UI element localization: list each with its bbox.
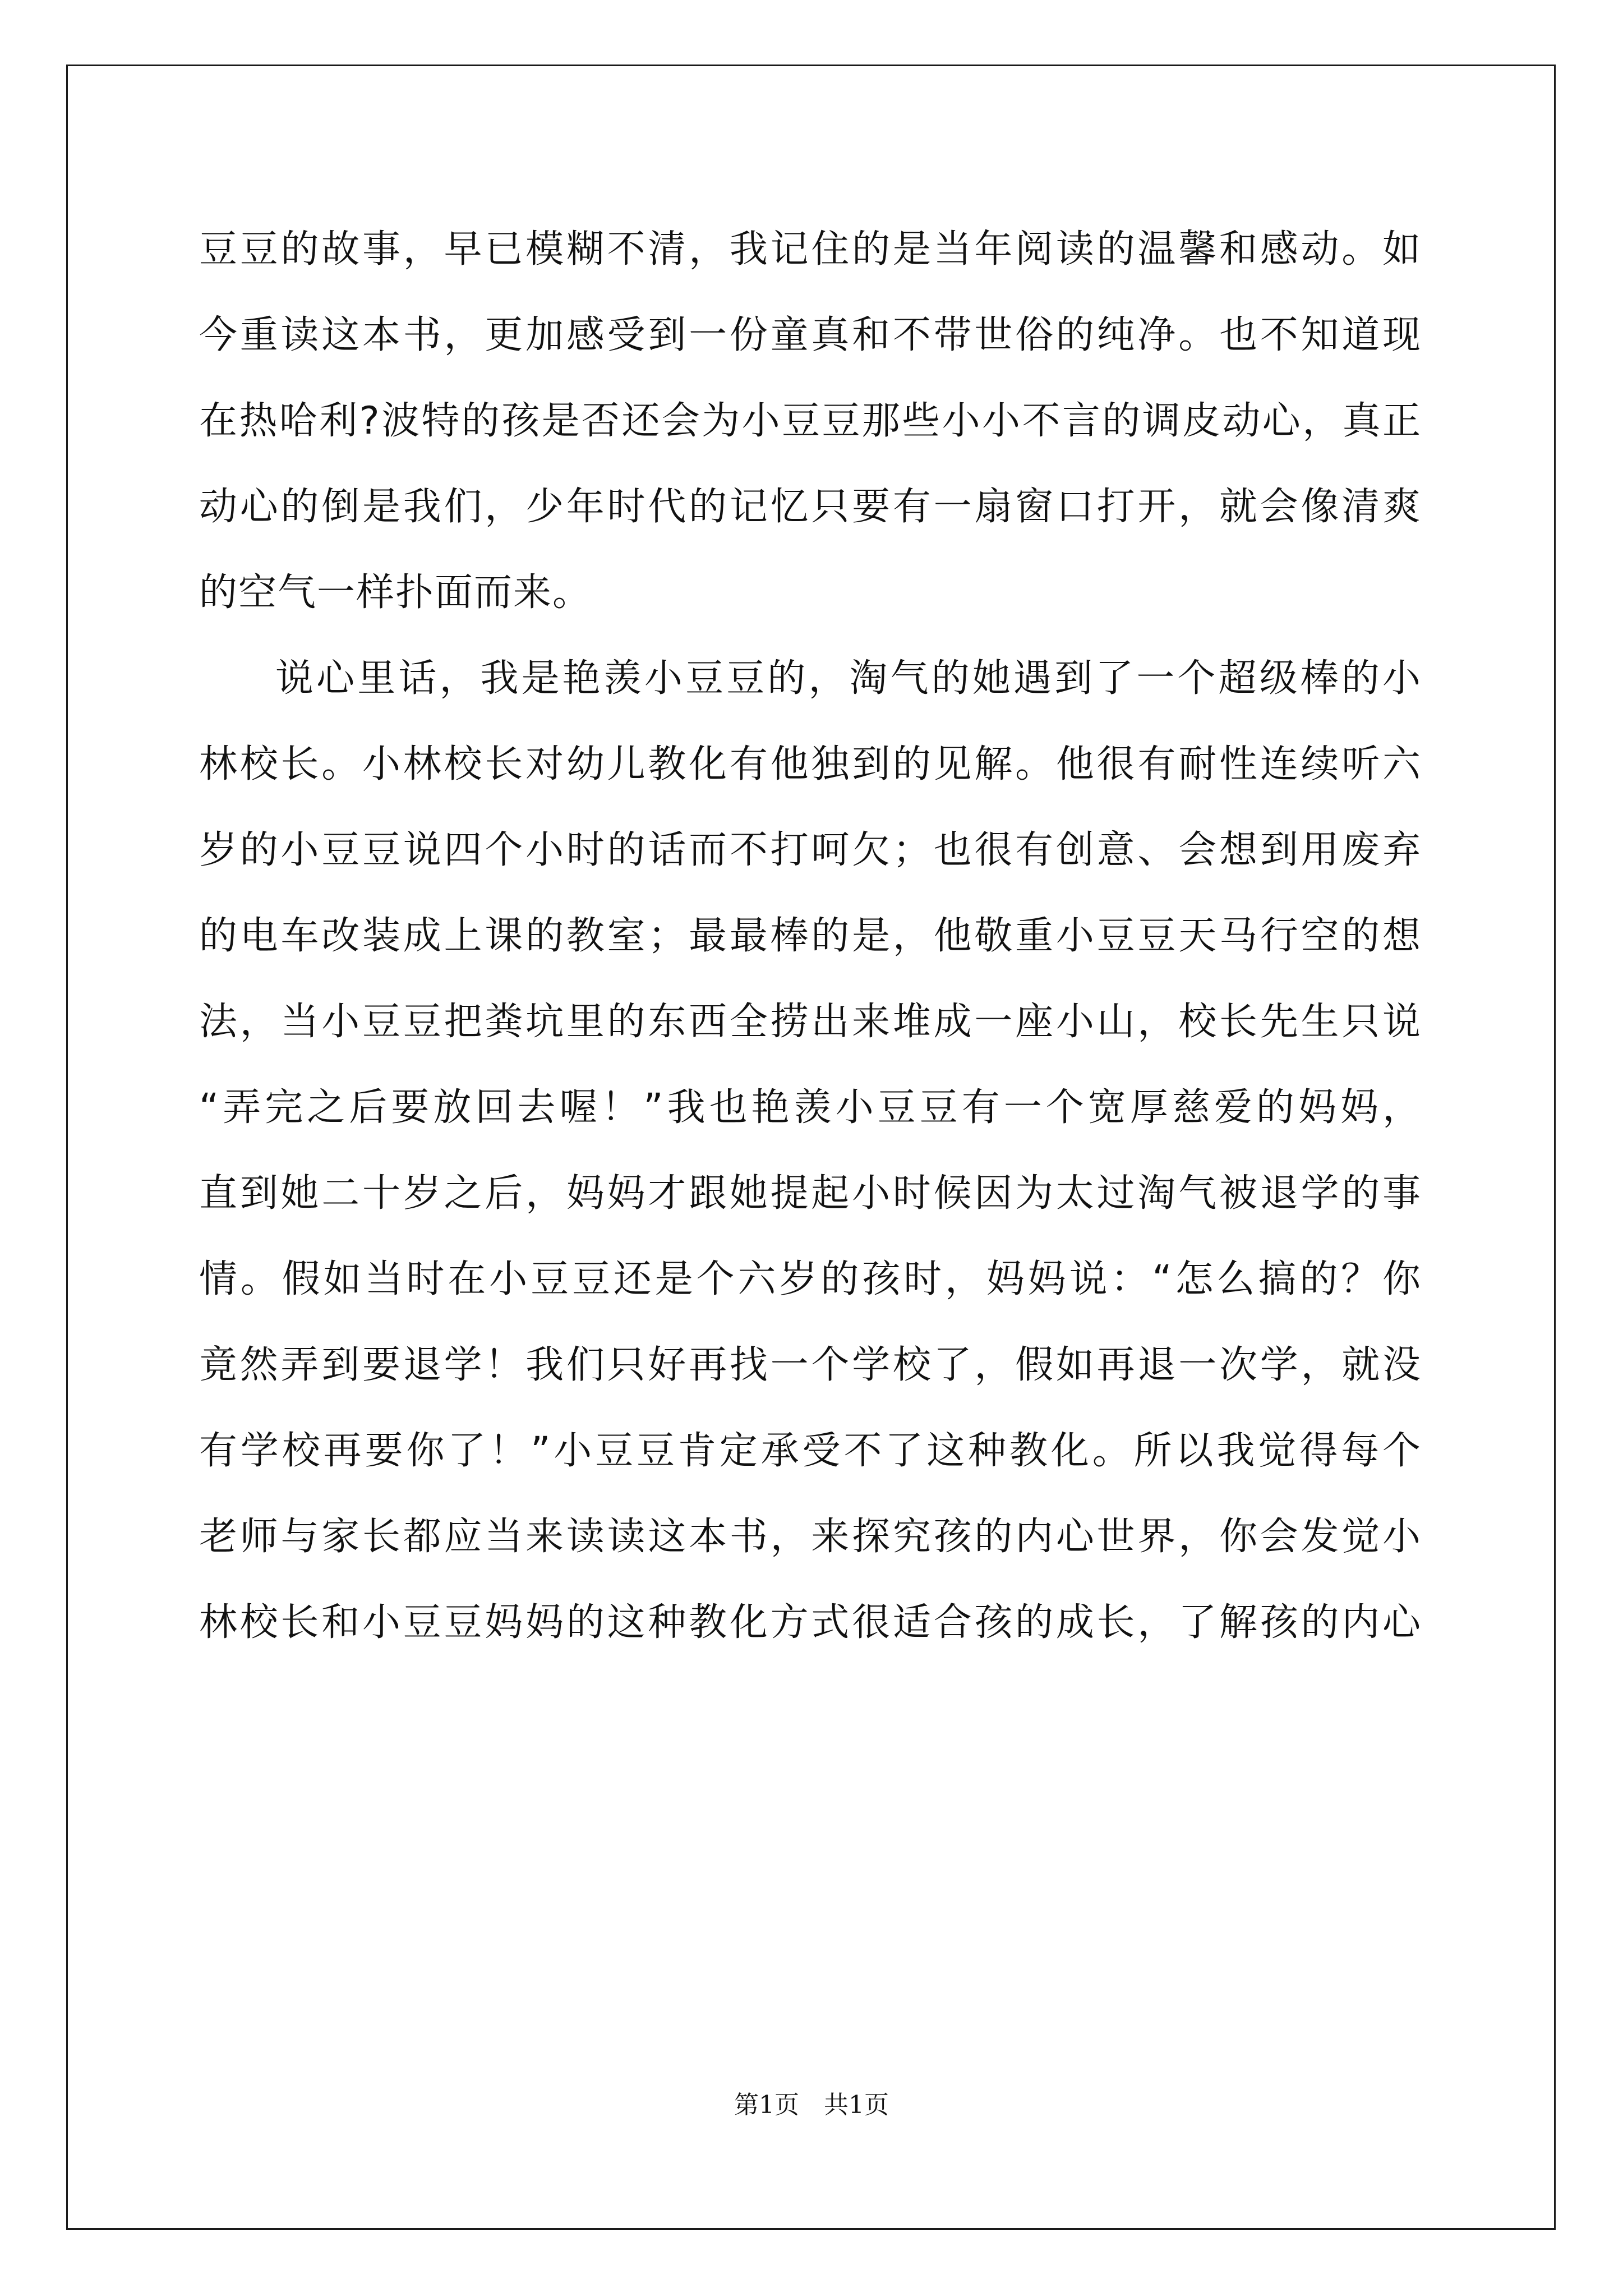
text-line: 今重读这本书，更加感受到一份童真和不带世俗的纯净。也不知道现 <box>199 313 1422 357</box>
page-number: 第1页 <box>734 2091 799 2119</box>
text-line: 动心的倒是我们，少年时代的记忆只要有一扇窗口打开，就会像清爽 <box>199 485 1422 529</box>
text-line: 林校长。小林校长对幼儿教化有他独到的见解。他很有耐性连续听六 <box>199 742 1422 786</box>
text-line: 在热哈利?波特的孩是否还会为小豆豆那些小小不言的调皮动心，真正 <box>199 399 1422 443</box>
text-line: 岁的小豆豆说四个小时的话而不打呵欠；也很有创意、会想到用废弃 <box>199 828 1422 872</box>
paragraph-2 <box>199 636 1422 1665</box>
paragraph-1 <box>199 206 1422 636</box>
text-line: 法，当小豆豆把粪坑里的东西全捞出来堆成一座小山，校长先生只说 <box>199 1000 1422 1044</box>
text-line: 直到她二十岁之后，妈妈才跟她提起小时候因为太过淘气被退学的事 <box>199 1171 1422 1216</box>
page-total: 共1页 <box>824 2091 889 2119</box>
text-line: 有学校再要你了！”小豆豆肯定承受不了这种教化。所以我觉得每个 <box>199 1429 1422 1473</box>
text-line: 老师与家长都应当来读读这本书，来探究孩的内心世界，你会发觉小 <box>199 1515 1422 1559</box>
text-line: 的电车改装成上课的教室；最最棒的是，他敬重小豆豆天马行空的想 <box>199 914 1422 958</box>
text-line: 情。假如当时在小豆豆还是个六岁的孩时，妈妈说：“怎么搞的？你 <box>199 1257 1422 1301</box>
text-line: “弄完之后要放回去喔！”我也艳羡小豆豆有一个宽厚慈爱的妈妈， <box>199 1085 1422 1130</box>
document-body <box>199 206 1422 1665</box>
text-line: 说心里话，我是艳羡小豆豆的，淘气的她遇到了一个超级棒的小 <box>275 656 1422 701</box>
text-line: 的空气一样扑面而来。 <box>199 570 592 615</box>
page-footer <box>0 2085 1623 2120</box>
text-line: 豆豆的故事，早已模糊不清，我记住的是当年阅读的温馨和感动。如 <box>199 227 1422 272</box>
text-line: 竟然弄到要退学！我们只好再找一个学校了，假如再退一次学，就没 <box>199 1343 1422 1387</box>
text-line: 林校长和小豆豆妈妈的这种教化方式很适合孩的成长，了解孩的内心 <box>199 1600 1422 1645</box>
